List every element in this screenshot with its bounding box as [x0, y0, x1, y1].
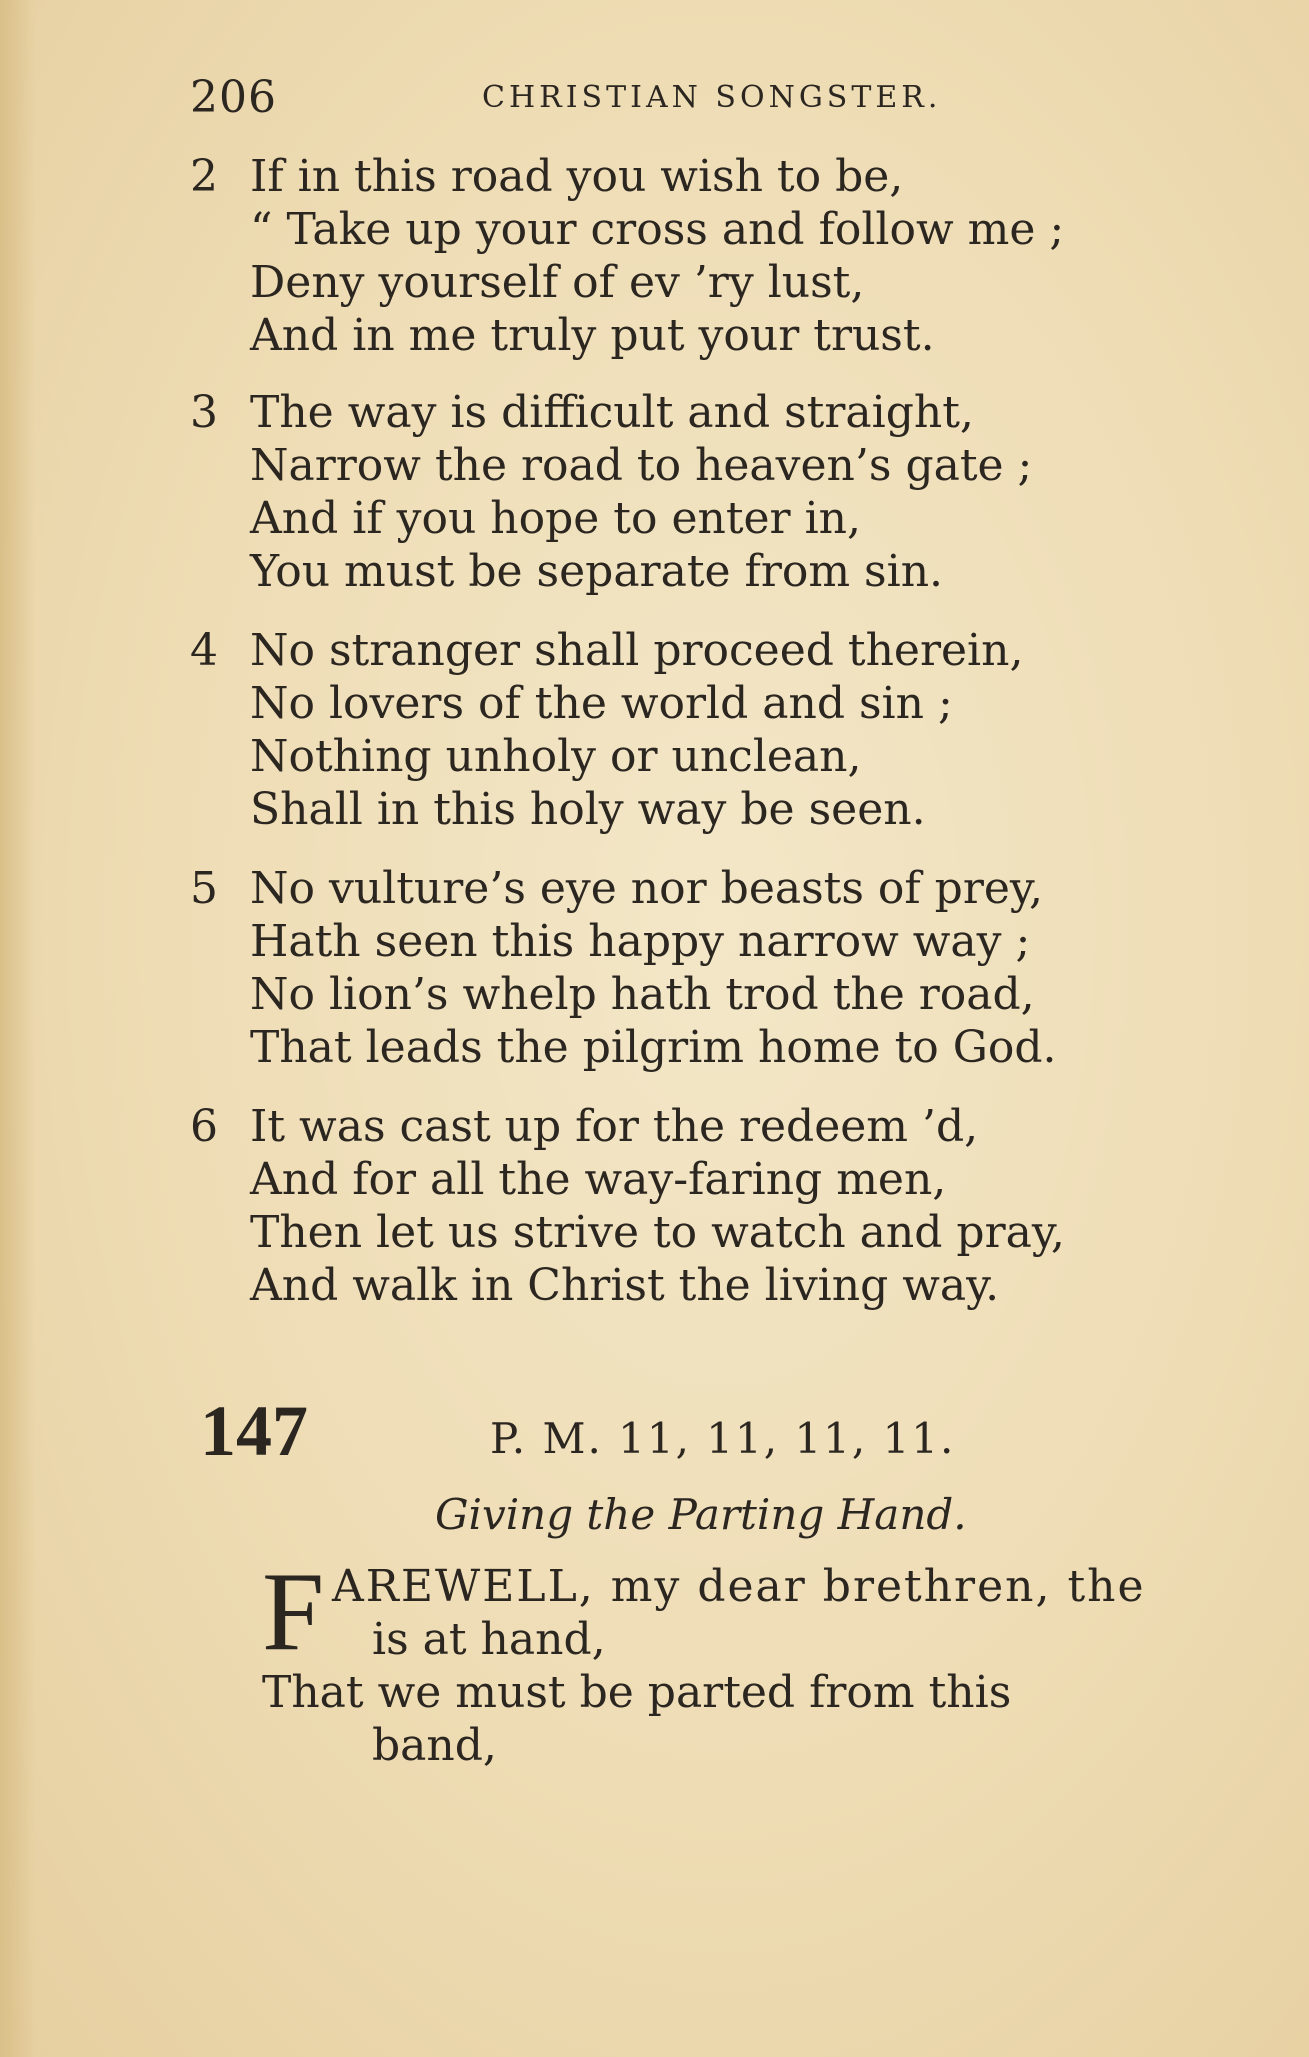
verse-line: That leads the pilgrim home to God. — [250, 1022, 1057, 1073]
verse-line: And if you hope to enter in, — [250, 493, 861, 544]
verse-line: is at hand, — [372, 1614, 606, 1665]
stanza-number: 6 — [190, 1101, 218, 1152]
stanza-number: 2 — [190, 151, 218, 202]
verse-line: Nothing unholy or unclean, — [250, 731, 862, 782]
hymn-first-verse — [262, 1550, 1222, 1772]
stanza-number: 5 — [190, 863, 218, 914]
verse-line: Narrow the road to heaven’s gate ; — [250, 440, 1033, 491]
running-title: CHRISTIAN SONGSTER. — [482, 80, 942, 115]
verse-line: No lion’s whelp hath trod the road, — [250, 969, 1035, 1020]
verse-line: And walk in Christ the living way. — [250, 1260, 1000, 1311]
hymn-meter: P. M. 11, 11, 11, 11. — [490, 1414, 956, 1463]
running-header — [190, 72, 1090, 122]
verse-line: “ Take up your cross and follow me ; — [250, 204, 1065, 255]
stanza-5 — [190, 862, 1190, 1074]
verse-line: Then let us strive to watch and pray, — [250, 1207, 1065, 1258]
page-number: 206 — [190, 72, 277, 123]
verse-line: And for all the way-faring men, — [250, 1154, 947, 1205]
page-edge-shadow — [0, 0, 36, 2057]
verse-line: It was cast up for the redeem ’d, — [250, 1101, 979, 1152]
verse-line: Hath seen this happy narrow way ; — [250, 916, 1031, 967]
hymn-number: 147 — [200, 1391, 308, 1471]
verse-line: Shall in this holy way be seen. — [250, 784, 926, 835]
stanza-number: 3 — [190, 387, 218, 438]
verse-line: AREWELL, my dear brethren, the — [332, 1561, 1146, 1612]
verse-line: Deny yourself of ev ’ry lust, — [250, 257, 865, 308]
verse-line: No lovers of the world and sin ; — [250, 678, 953, 729]
verse-line: No vulture’s eye nor beasts of prey, — [250, 863, 1043, 914]
hymn-title: Giving the Parting Hand. — [435, 1490, 967, 1539]
verse-line: You must be separate from sin. — [250, 546, 944, 597]
stanza-6 — [190, 1100, 1190, 1312]
verse-line: That we must be parted from this — [262, 1667, 1012, 1718]
verse-line: If in this road you wish to be, — [250, 151, 904, 202]
verse-line: And in me truly put your trust. — [250, 310, 935, 361]
stanza-4 — [190, 624, 1190, 836]
stanza-number: 4 — [190, 625, 218, 676]
drop-cap: F — [262, 1550, 325, 1674]
verse-line: The way is difficult and straight, — [250, 387, 974, 438]
hymn-header — [200, 1391, 1200, 1478]
verse-line: band, — [372, 1720, 497, 1771]
verse-line: No stranger shall proceed therein, — [250, 625, 1024, 676]
stanza-3 — [190, 386, 1190, 598]
stanza-2 — [190, 150, 1190, 362]
